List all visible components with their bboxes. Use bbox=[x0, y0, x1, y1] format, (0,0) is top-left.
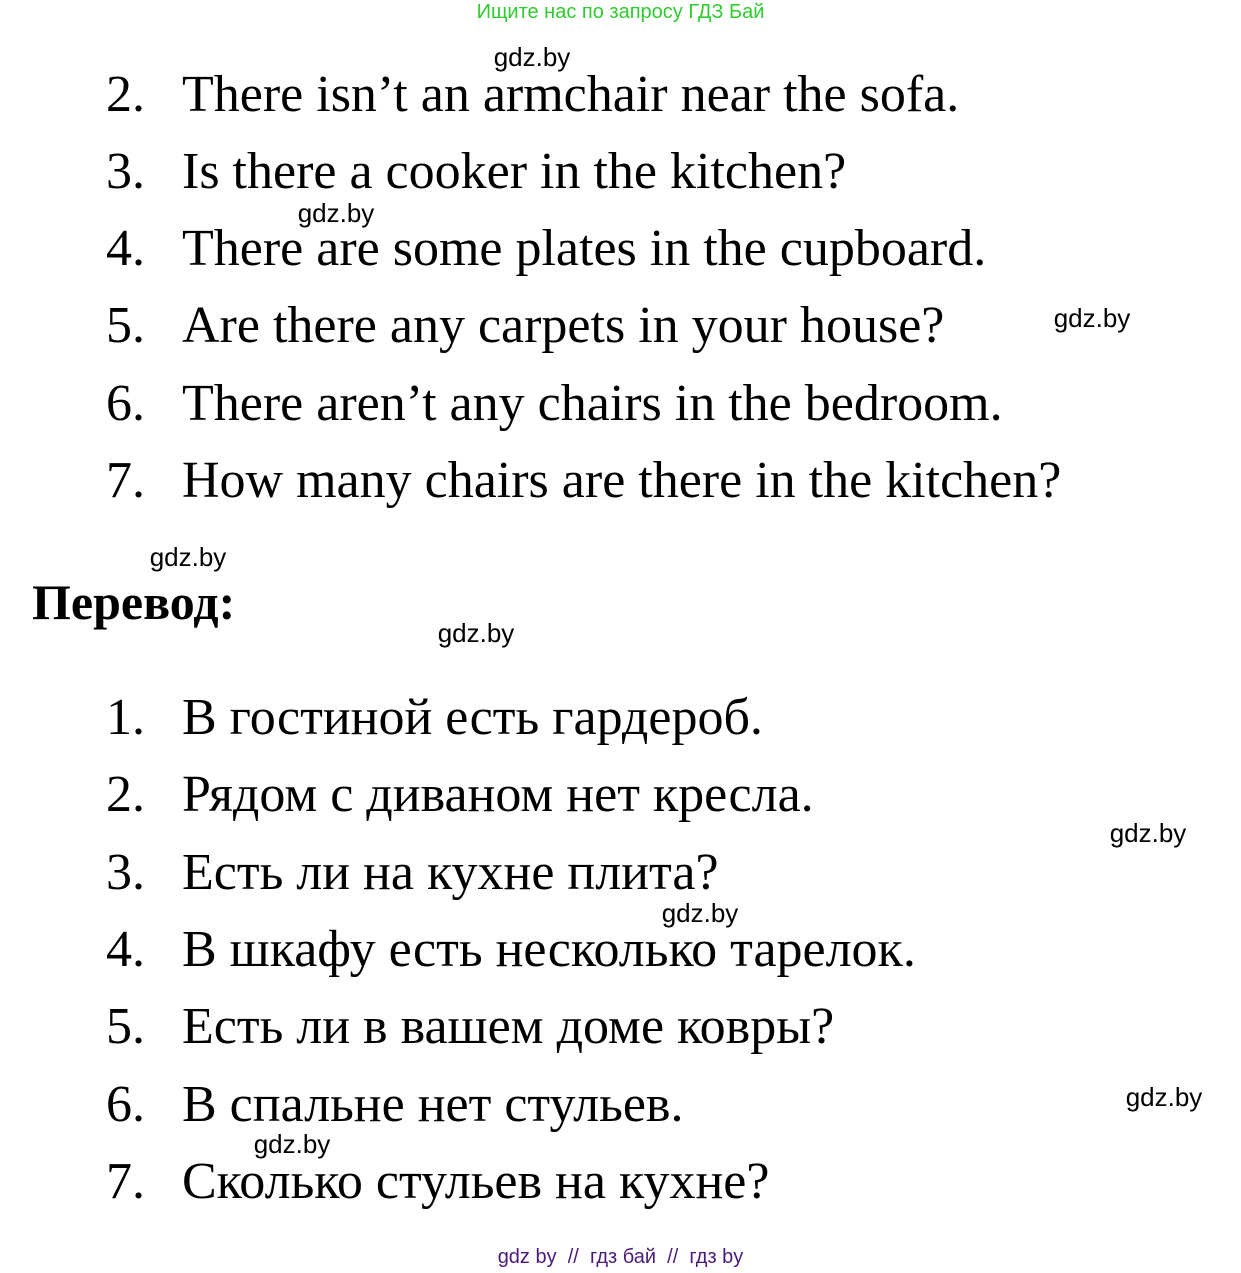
watermark: gdz.by bbox=[661, 898, 739, 928]
watermark: gdz.by bbox=[1125, 1082, 1203, 1112]
watermark: gdz.by bbox=[297, 198, 375, 228]
search-banner: Ищите нас по запросу ГДЗ Бай bbox=[476, 1, 765, 23]
watermark: gdz.by bbox=[253, 1129, 331, 1159]
watermark: gdz.by bbox=[149, 542, 227, 572]
translation-heading: Перевод: bbox=[32, 574, 236, 630]
watermark: gdz.by bbox=[437, 618, 515, 648]
watermark: gdz.by bbox=[1109, 818, 1187, 848]
watermark: gdz.by bbox=[1053, 303, 1131, 333]
footer-links: gdz by // гдз бай // гдз by bbox=[497, 1246, 744, 1268]
watermark: gdz.by bbox=[493, 42, 571, 72]
document-page: Ищите нас по запросу ГДЗ Бай 2. There isn’t an armchair near the sofa. 3. Is there a cooker in the kitchen? 4. There are some plates in the cupboard. 5. Are there any carpets in your house? 6. There aren’t any chairs in the bedroom. 7. How many chairs are there in the kitchen? Перевод: 1. В гостиной есть гардероб. 2. Рядом с диваном нет кресла. 3. Есть ли на кухне плита? 4. В шкафу есть несколько тарелок. 5. Есть ли в вашем доме ковры? 6. В спальне нет стульев. 7. Сколько стульев на кухне? gdz.by gdz.by gdz.by gdz.by gdz.by gdz.by gdz.by gdz.by gdz.by gdz by // гдз бай // гдз by bbox=[0, 0, 1241, 1273]
